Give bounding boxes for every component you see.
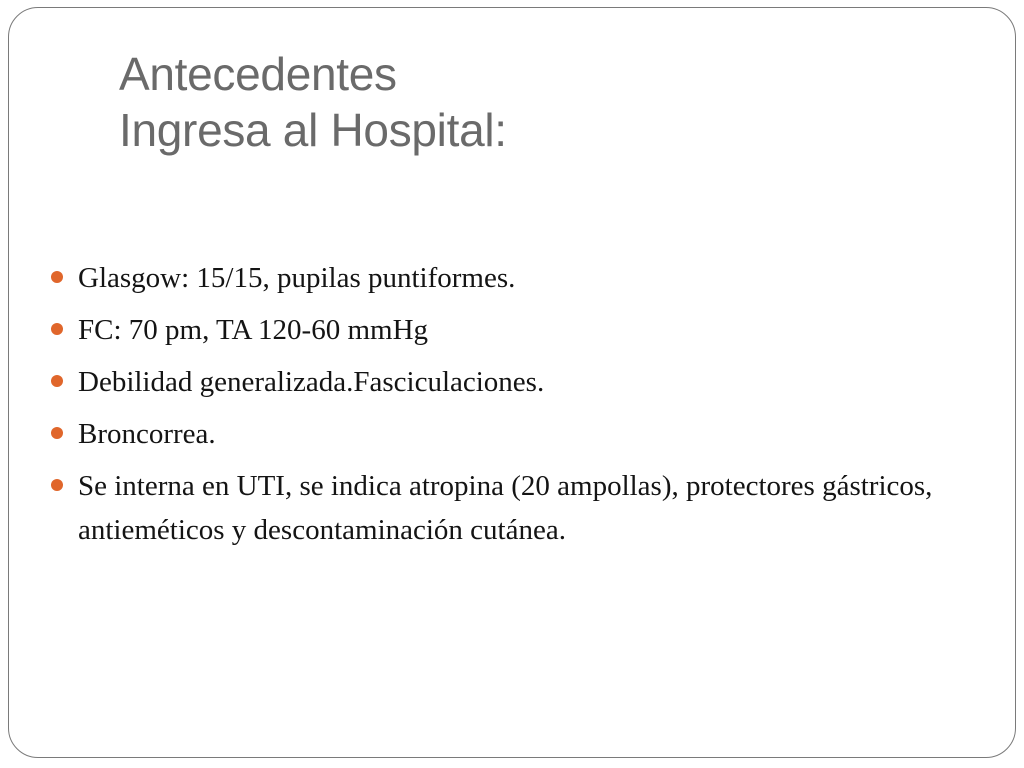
bullet-dot-icon [51,479,63,491]
slide-title: Antecedentes [119,48,397,100]
bullet-dot-icon [51,427,63,439]
bullet-dot-icon [51,375,63,387]
bullet-text: Se interna en UTI, se indica atropina (20 ampollas), protectores gástricos, antieméticos y descontaminación cutánea. [78,470,933,546]
bullet-item [45,308,945,352]
slide [8,7,1016,758]
bullet-text: Debilidad generalizada.Fasciculaciones. [78,366,545,398]
bullet-dot-icon [51,271,63,283]
bullet-list [45,256,945,560]
bullet-dot-icon [51,323,63,335]
bullet-text: Glasgow: 15/15, pupilas puntiformes. [78,262,516,294]
bullet-item [45,360,945,404]
bullet-item [45,256,945,300]
bullet-text: FC: 70 pm, TA 120-60 mmHg [78,314,429,346]
slide-title-block [119,46,507,158]
bullet-text: Broncorrea. [78,418,216,450]
slide-subtitle: Ingresa al Hospital: [119,104,507,156]
bullet-item [45,412,945,456]
bullet-item [45,464,945,552]
